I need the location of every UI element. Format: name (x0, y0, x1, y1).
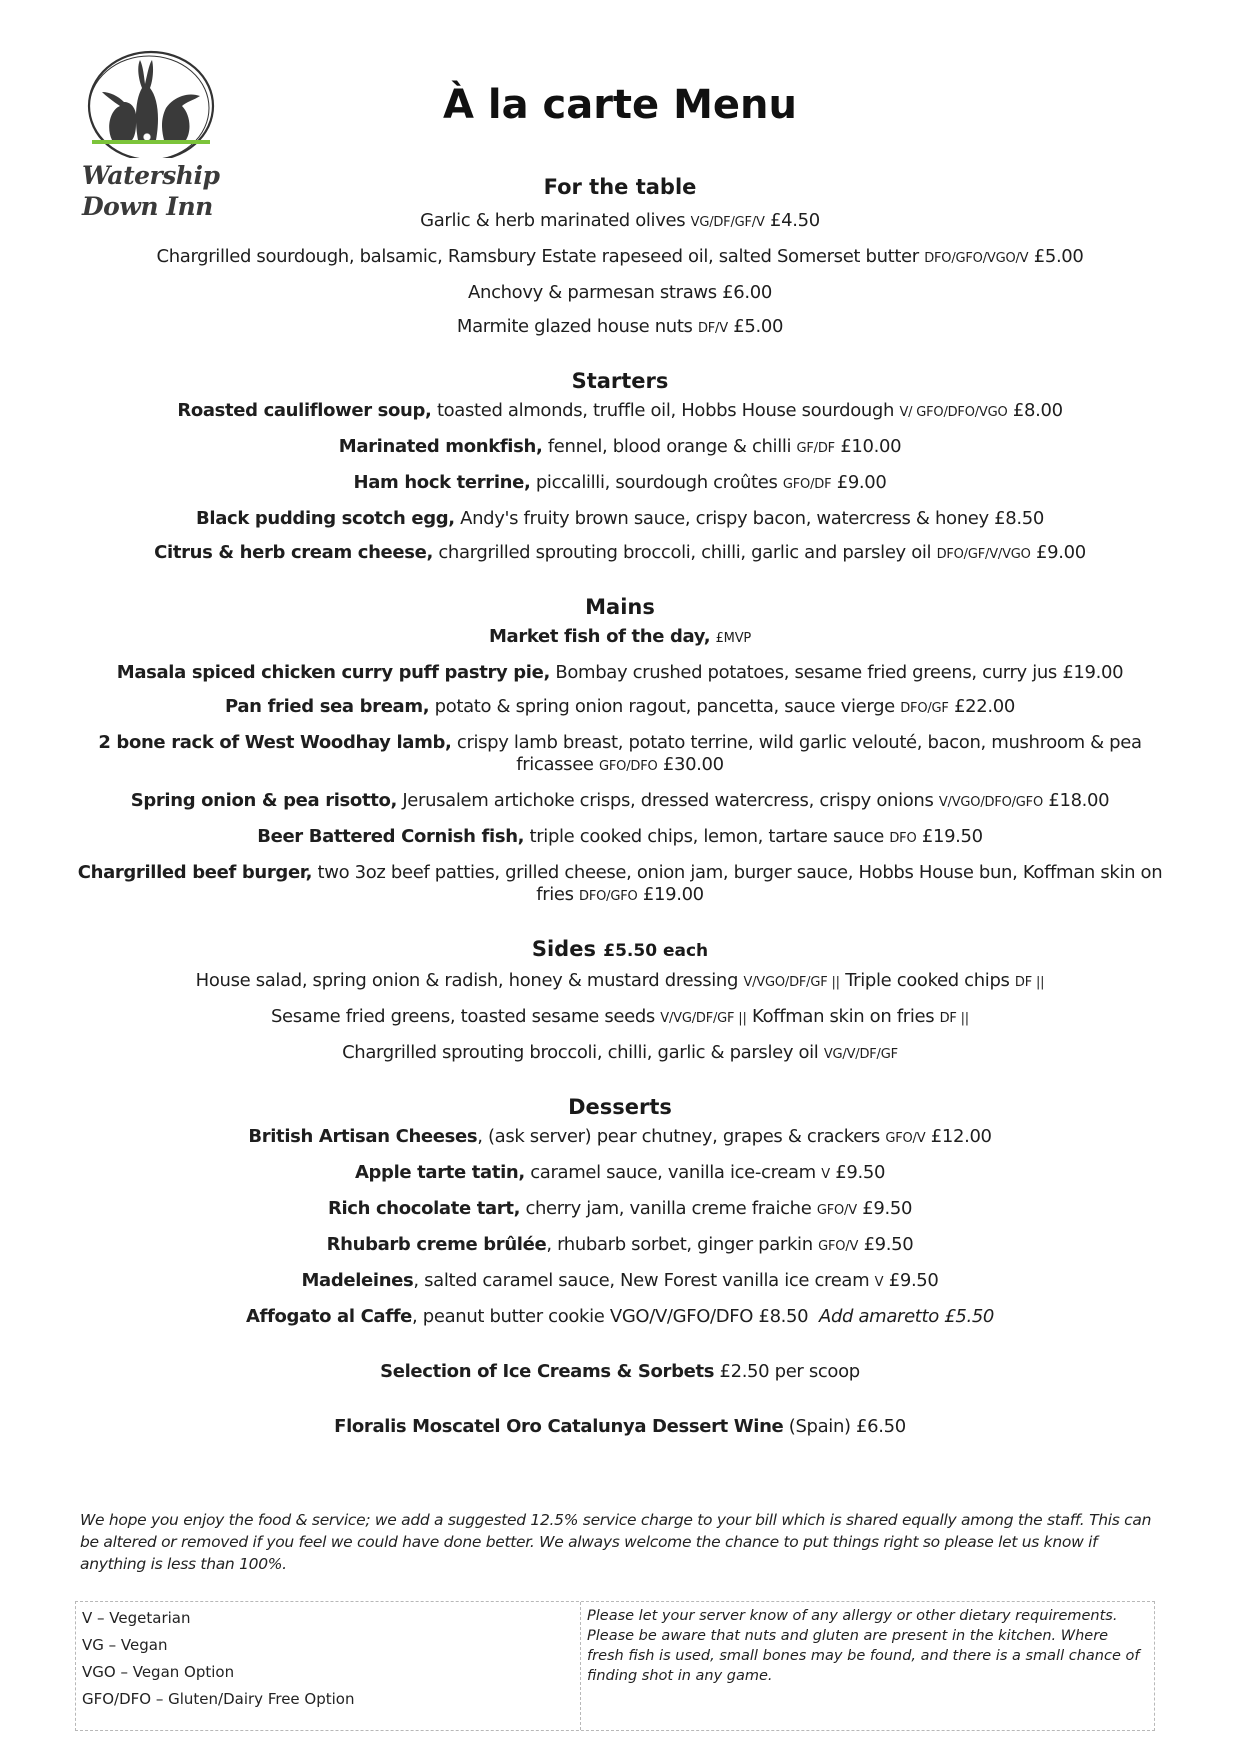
item-price: £9.00 (836, 472, 887, 493)
menu-item (60, 508, 1180, 530)
restaurant-name-line2: Down Inn (82, 192, 213, 221)
item-name: Masala spiced chicken curry puff pastry pie, (116, 662, 550, 683)
dietary-tags: V/ GFO/DFO/VGO (899, 405, 1008, 420)
section-heading-starters: Starters (571, 369, 669, 393)
dietary-tags: GF/DF (796, 441, 835, 456)
section-heading-mains: Mains (585, 595, 655, 619)
menu-body (60, 172, 1180, 1438)
rabbits-logo-icon (76, 48, 226, 158)
item-description: triple cooked chips, lemon, tartare sauce (529, 826, 884, 847)
item-price: £18.00 (1048, 790, 1110, 811)
dietary-tags: DFO/GFO (579, 889, 638, 904)
item-description: , (ask server) pear chutney, grapes & crackers (477, 1126, 880, 1147)
menu-item (60, 862, 1180, 908)
allergy-note: Please let your server know of any allergy or other dietary requirements. Please be aware that nuts and gluten are present in the kitchen. Where fresh fish is used, small bones may be found, and there is a small chance of finding shot in any game. (587, 1608, 1140, 1684)
item-price: £5.00 (1033, 246, 1084, 267)
item-price: £19.00 (1062, 662, 1124, 683)
dietary-tags: V/VGO/DF/GF || (743, 975, 840, 990)
item-name: Rhubarb creme brûlée (326, 1234, 547, 1255)
item-price: £9.00 (1036, 542, 1086, 563)
dietary-tags: V (874, 1275, 884, 1290)
dietary-tags: V/VG/DF/GF || (660, 1011, 747, 1026)
item-price: £MVP (715, 631, 752, 646)
sides-heading-price: £5.50 each (603, 941, 709, 961)
item-price: £5.00 (733, 316, 784, 337)
menu-item (60, 696, 1180, 720)
menu-item (60, 826, 1180, 850)
item-name: Chargrilled sourdough, balsamic, Ramsbury Estate rapeseed oil, salted Somerset butter (156, 246, 919, 267)
item-price: £19.50 (921, 826, 983, 847)
dietary-tags: DFO (889, 831, 917, 846)
item-price: £9.50 (835, 1162, 886, 1183)
menu-item (60, 1234, 1180, 1258)
item-description: caramel sauce, vanilla ice-cream (530, 1162, 816, 1183)
dietary-tags: GFO/DFO (599, 759, 658, 774)
ice-cream-item (60, 1361, 1180, 1383)
item-name: Marinated monkfish, (338, 436, 543, 457)
dietary-tags: GFO/DF (782, 477, 832, 492)
menu-item (60, 542, 1180, 566)
section-heading-desserts: Desserts (568, 1095, 672, 1119)
dessert-wine-item (60, 1416, 1180, 1438)
item-price: £9.50 (888, 1270, 939, 1291)
sides-heading-label: Sides (531, 937, 596, 961)
sides-line (60, 970, 1180, 994)
item-description: Andy's fruity brown sauce, crispy bacon, watercress & honey (460, 508, 989, 529)
item-description: (Spain) £6.50 (788, 1416, 906, 1437)
item-price: £2.50 per scoop (719, 1361, 860, 1382)
side-item: Triple cooked chips (845, 970, 1010, 991)
item-name: Anchovy & parmesan straws (468, 282, 717, 303)
dietary-tags: DF || (1014, 975, 1045, 990)
dietary-tags: VG/DF/GF/V (690, 215, 765, 230)
dietary-tags: DFO/GF (900, 701, 949, 716)
item-price: £12.00 (930, 1126, 992, 1147)
dietary-tags: GFO/V (816, 1203, 857, 1218)
item-description: Bombay crushed potatoes, sesame fried greens, curry jus (555, 662, 1057, 683)
item-description: piccalilli, sourdough croûtes (535, 472, 778, 493)
item-price: £4.50 (770, 210, 820, 231)
item-name: British Artisan Cheeses (248, 1126, 478, 1147)
item-name: Market fish of the day, (488, 626, 711, 647)
side-item: House salad, spring onion & radish, honey & mustard dressing (195, 970, 739, 991)
legend-entry: VG – Vegan (82, 1636, 168, 1654)
legend-entry: GFO/DFO – Gluten/Dairy Free Option (82, 1690, 355, 1708)
item-name: Pan fried sea bream, (225, 696, 430, 717)
item-name: Citrus & herb cream cheese, (154, 542, 433, 563)
item-price: £22.00 (954, 696, 1015, 717)
item-description: fennel, blood orange & chilli (547, 436, 792, 457)
dietary-tags: V/VGO/DFO/GFO (938, 795, 1043, 810)
menu-item (60, 246, 1180, 270)
item-description: chargrilled sprouting broccoli, chilli, garlic and parsley oil (438, 542, 932, 563)
item-name: Marmite glazed house nuts (456, 316, 693, 337)
item-name: 2 bone rack of West Woodhay lamb, (98, 732, 452, 753)
dietary-tags: GFO/V (818, 1239, 859, 1254)
item-description: , salted caramel sauce, New Forest vanilla ice cream (413, 1270, 870, 1291)
side-item: Koffman skin on fries (752, 1006, 935, 1027)
item-price: £19.00 (642, 884, 704, 905)
item-name: Floralis Moscatel Oro Catalunya Dessert Wine (334, 1416, 784, 1437)
item-name: Rich chocolate tart, (327, 1198, 521, 1219)
item-price: £10.00 (840, 436, 902, 457)
menu-item (60, 282, 1180, 304)
item-price: £9.50 (863, 1234, 914, 1255)
item-name: Roasted cauliflower soup, (177, 400, 432, 421)
menu-item (60, 1198, 1180, 1222)
dietary-tags: DFO/GF/V/VGO (936, 547, 1031, 562)
item-addon: Add amaretto £5.50 (819, 1306, 995, 1327)
item-price: £9.50 (862, 1198, 913, 1219)
menu-item (60, 1270, 1180, 1294)
item-name: Affogato al Caffe (245, 1306, 413, 1327)
side-item: Sesame fried greens, toasted sesame seeds (270, 1006, 655, 1027)
menu-item (60, 436, 1180, 460)
section-heading-for-the-table: For the table (543, 175, 697, 199)
section-heading-sides (60, 934, 1180, 966)
menu-item (60, 662, 1180, 684)
dietary-legend (76, 1602, 581, 1730)
dietary-tags: DF/V (697, 321, 728, 336)
dietary-tags: DF || (939, 1011, 969, 1026)
item-name: Beer Battered Cornish fish, (257, 826, 525, 847)
service-charge-note: We hope you enjoy the food & service; we add a suggested 12.5% service charge to your bill which is shared equally among the staff. This can be altered or removed if you feel we could have done better. We always welcome the chance to put things right so please let us know if anything is less than 100%. (80, 1511, 1152, 1573)
item-name: Garlic & herb marinated olives (420, 210, 686, 231)
menu-item (60, 400, 1180, 424)
legend-entry: VGO – Vegan Option (82, 1663, 235, 1681)
item-name: Ham hock terrine, (353, 472, 531, 493)
menu-item (60, 210, 1180, 234)
dietary-tags: GFO/V (885, 1131, 926, 1146)
restaurant-name-line1: Watership (82, 161, 220, 190)
item-name: Apple tarte tatin, (354, 1162, 525, 1183)
menu-item (60, 1306, 1180, 1328)
dietary-tags: DFO/GFO/VGO/V (924, 251, 1029, 266)
item-description: Jerusalem artichoke crisps, dressed watercress, crispy onions (402, 790, 934, 811)
menu-item (60, 1126, 1180, 1150)
menu-item (60, 316, 1180, 340)
item-price: £30.00 (662, 754, 724, 775)
item-description: crispy lamb breast, potato terrine, wild garlic velouté, bacon, mushroom & pea fricassee (456, 732, 1142, 775)
item-price: £8.00 (1012, 400, 1063, 421)
item-description: , rhubarb sorbet, ginger parkin (546, 1234, 813, 1255)
menu-item (60, 732, 1180, 778)
item-description: toasted almonds, truffle oil, Hobbs House sourdough (436, 400, 895, 421)
dietary-tags: VG/V/DF/GF (823, 1047, 898, 1062)
item-description: cherry jam, vanilla creme fraiche (525, 1198, 812, 1219)
item-name: Black pudding scotch egg, (196, 508, 455, 529)
item-description: potato & spring onion ragout, pancetta, sauce vierge (434, 696, 895, 717)
item-price: £6.00 (722, 282, 772, 303)
dietary-legend-box (75, 1601, 1155, 1731)
item-description: , peanut butter cookie VGO/V/GFO/DFO £8.50 (412, 1306, 809, 1327)
menu-item (60, 626, 1180, 650)
menu-item (60, 1162, 1180, 1186)
item-description: two 3oz beef patties, grilled cheese, onion jam, burger sauce, Hobbs House bun, Koffman skin on fries (317, 862, 1163, 905)
sides-line (60, 1042, 1180, 1066)
item-name: Madeleines (301, 1270, 414, 1291)
page-title: À la carte Menu (442, 82, 797, 128)
legend-entry: V – Vegetarian (82, 1609, 191, 1627)
menu-item (60, 472, 1180, 496)
item-name: Spring onion & pea risotto, (130, 790, 397, 811)
item-name: Chargrilled beef burger, (77, 862, 313, 883)
menu-item (60, 790, 1180, 814)
side-item: Chargrilled sprouting broccoli, chilli, garlic & parsley oil (342, 1042, 819, 1063)
sides-line (60, 1006, 1180, 1030)
item-price: £8.50 (994, 508, 1044, 529)
dietary-tags: V (821, 1167, 830, 1182)
item-name: Selection of Ice Creams & Sorbets (380, 1361, 715, 1382)
